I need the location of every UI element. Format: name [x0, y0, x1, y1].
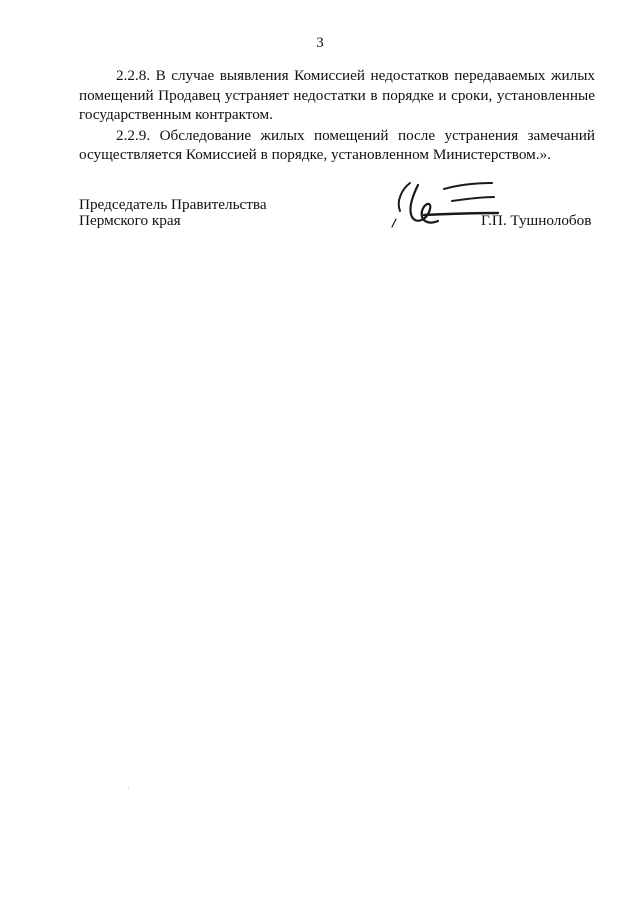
paragraph-2-2-9: 2.2.9. Обследование жилых помещений после устранения замечаний осуществляется Комиссией в порядке, установленном Министерством.».	[79, 126, 595, 163]
signer-title	[79, 197, 267, 229]
signer-title-line-2: Пермского края	[79, 212, 181, 229]
handwritten-signature-icon	[384, 175, 514, 239]
document-body	[79, 66, 595, 166]
signature-block	[79, 197, 599, 237]
scan-speck	[128, 787, 129, 788]
signer-title-line-1: Председатель Правительства	[79, 196, 267, 213]
paragraph-2-2-8: 2.2.8. В случае выявления Комиссией недостатков передаваемых жилых помещений Продавец устраняет недостатки в порядке и сроки, установленные государственным контрактом.	[79, 67, 595, 123]
signer-name: Г.П. Тушнолобов	[481, 212, 592, 229]
page-number: 3	[316, 35, 324, 51]
